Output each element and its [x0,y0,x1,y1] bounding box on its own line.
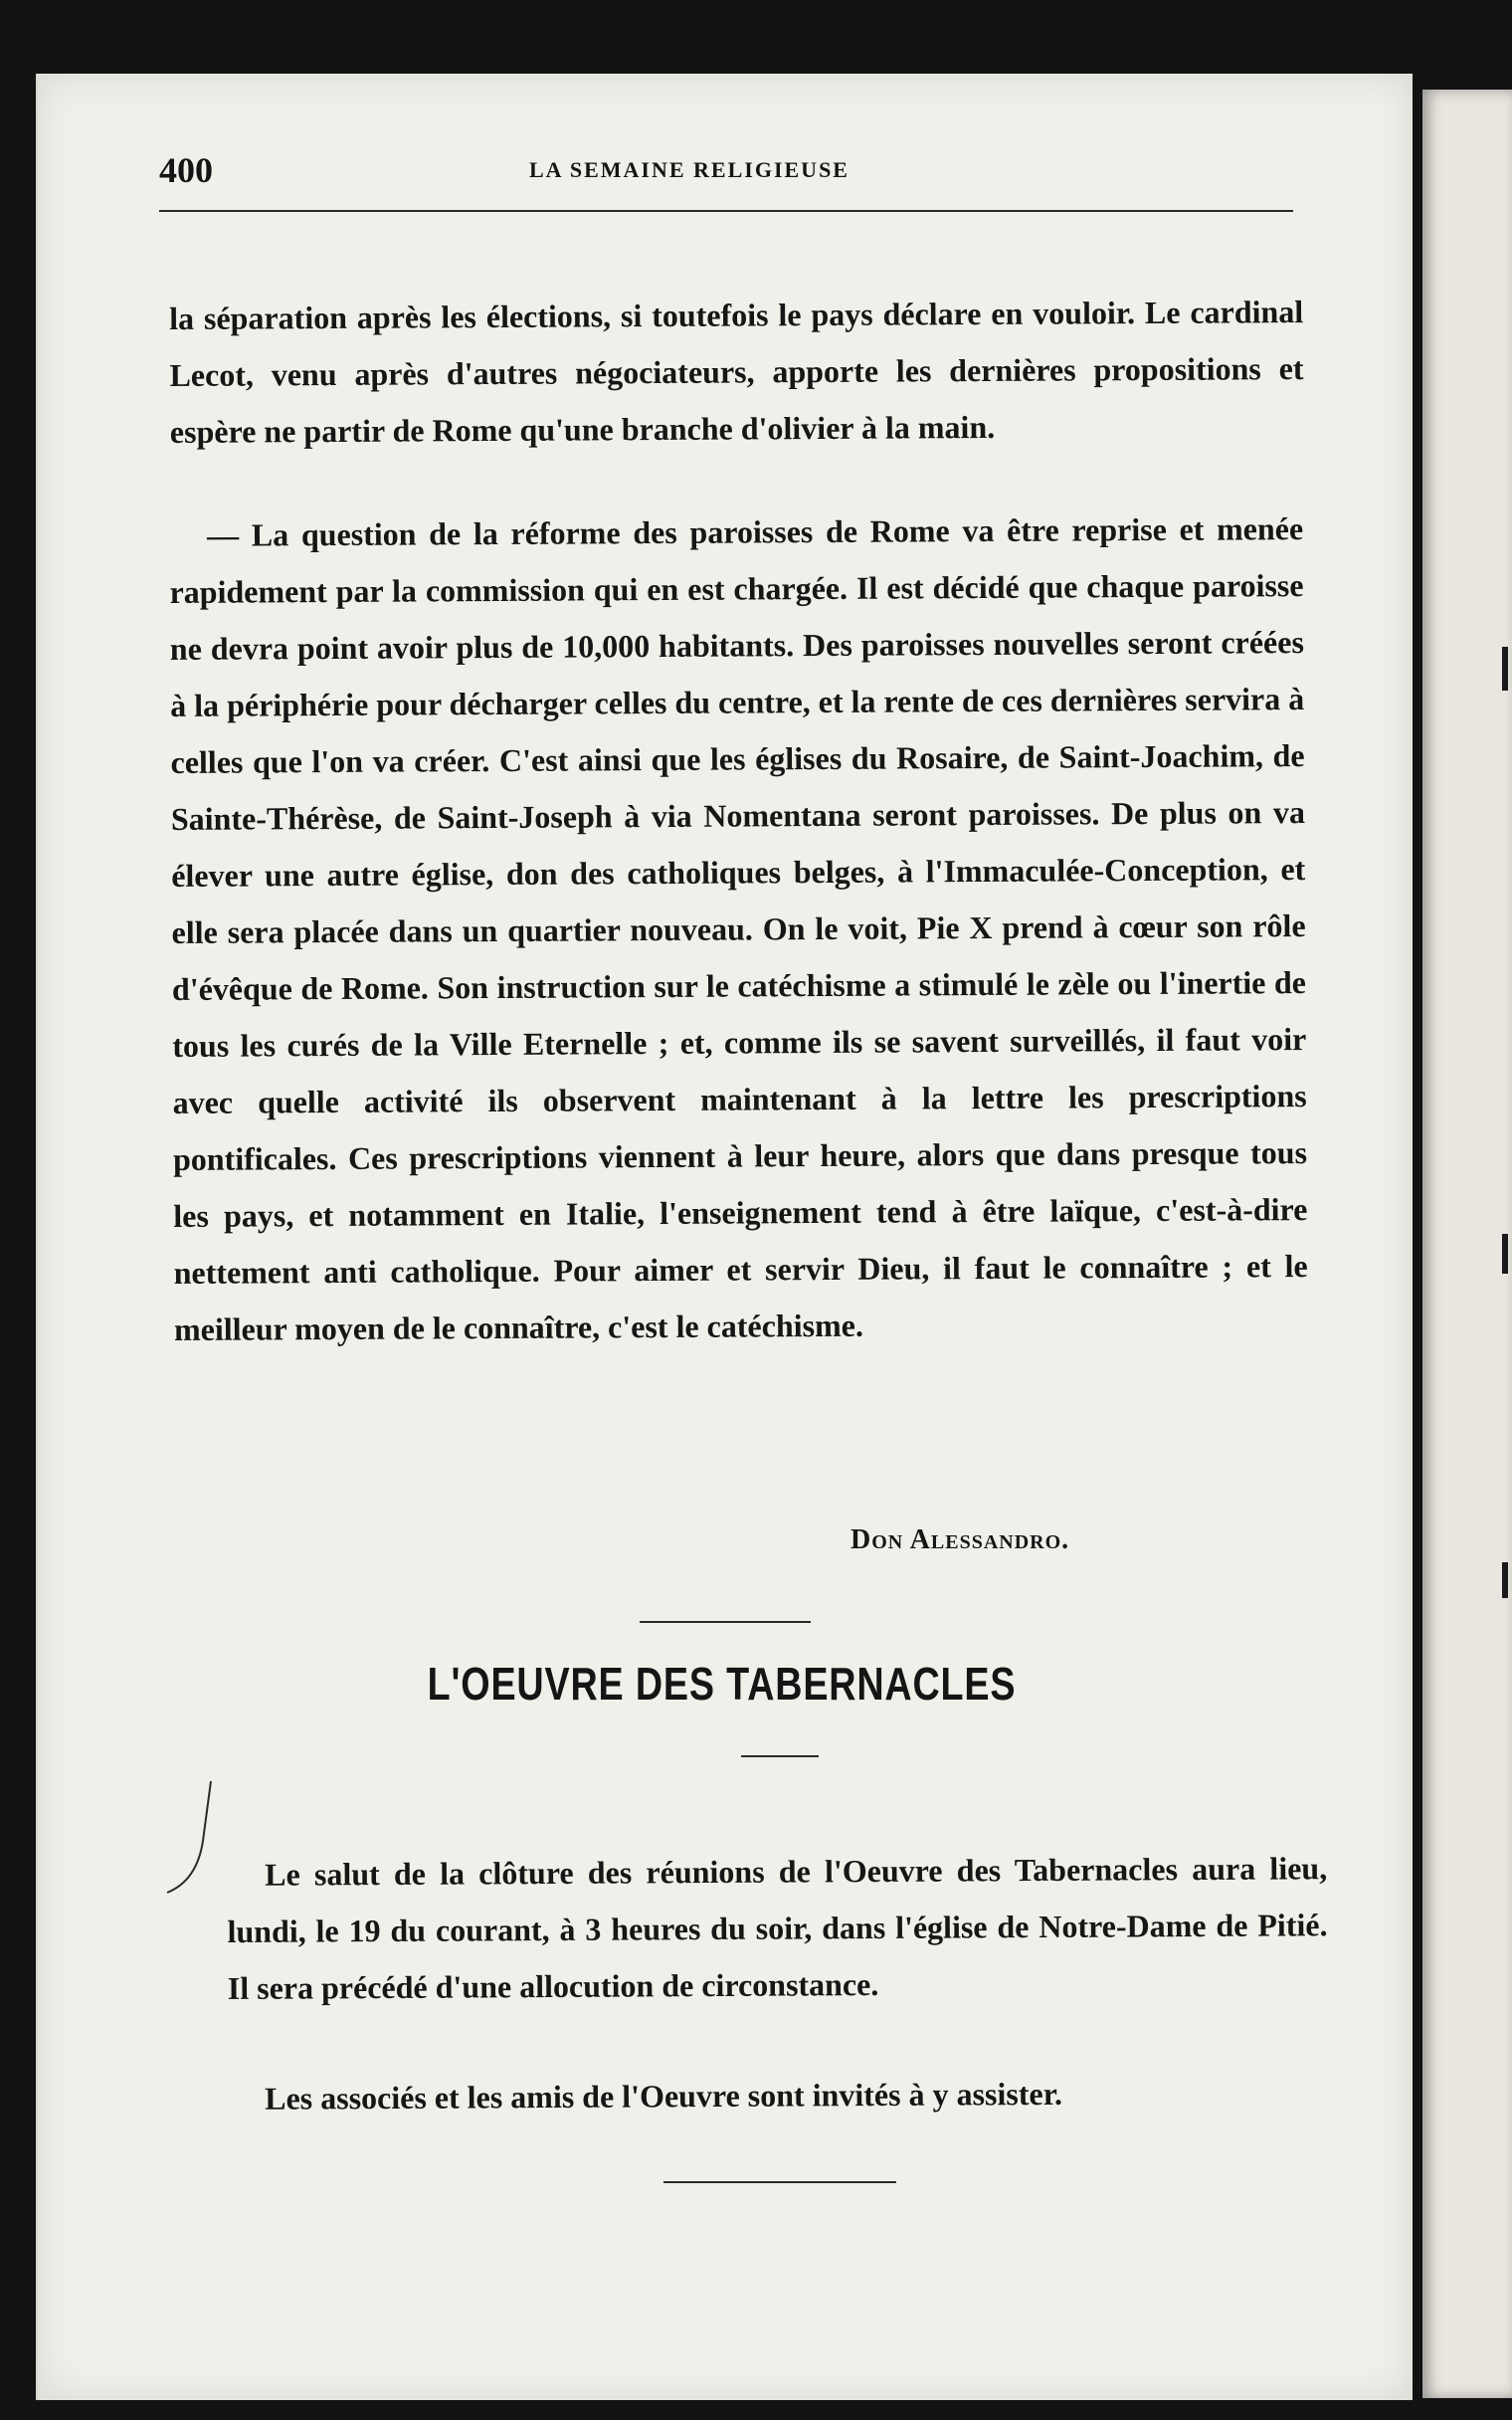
page-header [159,149,1293,199]
end-divider [663,2181,896,2183]
section-divider [640,1621,811,1623]
section-title: L'OEUVRE DES TABERNACLES [427,1658,1017,1710]
paragraph-announcement: Le salut de la clôture des réunions de l'Oeuvre des Tabernacles aura lieu, lundi, le 19 du courant, à 3 heures du soir, dans l'église de Notre-Dame de Pitié. Il sera précédé d'une allocution de circonstance. [227,1850,1328,2006]
paragraph-continuation: la séparation après les élections, si toutefois le pays déclare en vouloir. Le cardinal Lecot, venu après d'autres négociateurs, apporte les dernières propositions et espère ne partir de Rome qu'une branche d'olivier à la main. [169,294,1304,450]
pencil-check-mark [157,1781,217,1901]
paragraph-rome-parishes: — La question de la réforme des paroisses de Rome va être reprise et menée rapidement par la commission qui en est chargée. Il est décidé que chaque paroisse ne devra point avoir plus de 10,000 habitants. Des paroisses nouvelles seront créées à la périphérie pour décharger celles du centre, et la rente de ces dernières servira à celles que l'on va créer. C'est ainsi que les églises du Rosaire, de Saint-Joachim, de Sainte-Thérèse, de Saint-Joseph à via Nomentana seront paroisses. De plus on va élever une autre église, don des catholiques belges, à l'Immaculée-Conception, et elle sera placée dans un quartier nouveau. On le voit, Pie X prend à cœur son rôle d'évêque de Rome. Son instruction sur le catéchisme a stimulé le zèle ou l'inertie de tous les curés de la Ville Eternelle ; et, comme ils se savent surveillés, il faut voir avec quelle activité ils observent maintenant à la lettre les prescriptions pontificales. Ces prescriptions viennent à leur heure, alors que dans presque tous les pays, et notamment en Italie, l'enseignement tend à être laïque, c'est-à-dire nettement anti catholique. Pour aimer et servir Dieu, il faut le connaître ; et le meilleur moyen de le connaître, c'est le catéchisme. [169,510,1308,1347]
page-number: 400 [159,150,213,190]
title-underline [741,1755,819,1757]
header-rule [159,210,1293,212]
facing-page-mark [1502,1562,1508,1598]
author-signature: Don Alessandro. [850,1524,1070,1555]
paragraph-invitation: Les associés et les amis de l'Oeuvre sont invités à y assister. [265,2075,1062,2117]
facing-page-mark [1502,647,1508,691]
facing-page-mark [1502,1234,1508,1274]
facing-page-edge [1422,90,1512,2398]
running-head: LA SEMAINE RELIGIEUSE [529,157,850,182]
